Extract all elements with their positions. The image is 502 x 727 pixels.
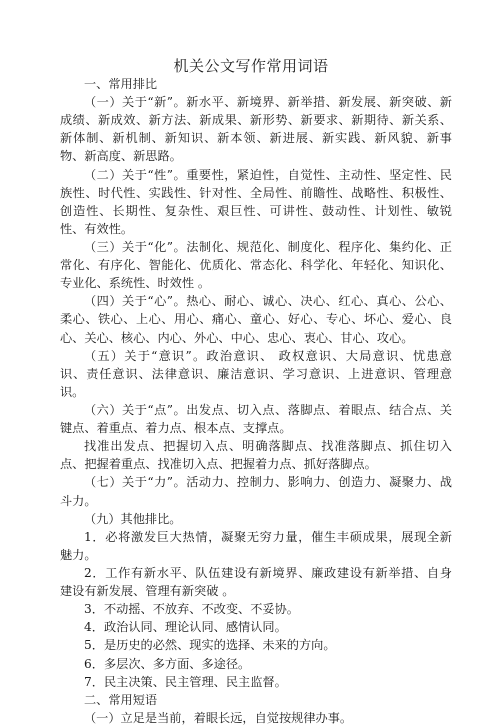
document-body: [60, 75, 452, 727]
document-line: （七）关于“力”。活动力、控制力、影响力、创造力、凝聚力、战: [84, 475, 452, 490]
document-line: 找准出发点、把握切入点、明确落脚点、找准落脚点、抓住切入: [84, 439, 452, 454]
document-line: （六）关于“点”。出发点、切入点、落脚点、着眼点、结合点、关: [84, 402, 452, 417]
document-line: 2．工作有新水平、队伍建设有新境界、廉政建设有新举措、自身: [84, 565, 452, 580]
document-line: 6．多层次、多方面、多途径。: [84, 656, 251, 671]
document-line: 魅力。: [60, 547, 97, 562]
document-line: 7．民主决策、民主管理、民主监督。: [84, 674, 287, 689]
document-line: 物、新高度、新思路。: [60, 149, 182, 164]
document-line: （二）关于“性”。重要性，紧迫性，自觉性、主动性、坚定性、民: [84, 167, 452, 182]
document-line: 5．是历史的必然、现实的选择、未来的方向。: [84, 638, 336, 653]
document-line: 心、关心、核心、内心、外心、中心、忠心、衷心、甘心、攻心。: [60, 330, 414, 345]
document-line: 族性、时代性、实践性、针对性、全局性、前瞻性、战略性、积极性、: [60, 185, 452, 200]
document-line: （一）关于“新”。新水平、新境界、新举措、新发展、新突破、新: [84, 95, 452, 110]
document-title: 机关公文写作常用词语: [173, 57, 329, 75]
document-line: 二、常用短语: [84, 692, 158, 707]
document-line: 建设有新发展、管理有新突破 。: [60, 584, 235, 599]
document-line: 点、把握着重点、找准切入点、把握着力点、抓好落脚点。: [60, 457, 377, 472]
document-line: 成绩、新成效、新方法、新成果、新形势、新要求、新期待、新关系、: [60, 113, 452, 128]
document-line: 一、常用排比: [84, 77, 158, 91]
document-line: 识。: [60, 384, 85, 399]
document-line: 新体制、新机制、新知识、新本领、新进展、新实践、新风貌、新事: [60, 131, 452, 146]
document-line: （五）关于“意识”。政治意识、 政权意识、大局意识、忧患意: [84, 348, 452, 363]
document-line: 常化、有序化、智能化、优质化、常态化、科学化、年轻化、知识化、: [60, 258, 452, 273]
document-line: 斗力。: [60, 493, 97, 508]
document-line: 柔心、铁心、上心、用心、痛心、童心、好心、专心、坏心、爱心、良: [60, 312, 452, 327]
document-line: 键点、着重点、着力点、根本点、支撑点。: [60, 421, 292, 436]
document-line: （三）关于“化”。法制化、规范化、制度化、程序化、集约化、正: [84, 239, 452, 254]
document-line: 专业化、系统性、时效性 。: [60, 276, 211, 291]
document-line: 4．政治认同、理论认同、感情认同。: [84, 620, 287, 635]
document-line: （一）立足是当前，着眼长远，自觉按规律办事。: [84, 710, 353, 725]
document-line: 识、责任意识、法律意识、廉洁意识、学习意识、上进意识、管理意: [60, 366, 452, 381]
document-line: 创造性、长期性、复杂性、艰巨性、可讲性、鼓动性、计划性、敏锐: [60, 203, 452, 218]
document-line: 性、有效性。: [60, 221, 134, 236]
document-line: 3．不动摇、不放弃、不改变、不妥协。: [84, 602, 299, 617]
document-line: 1．必将激发巨大热情，凝聚无穷力量，催生丰硕成果，展现全新: [84, 529, 452, 544]
document-line: （四）关于“心”。热心、耐心、诚心、决心、红心、真心、公心、: [84, 294, 452, 309]
document-line: （九）其他排比。: [84, 511, 182, 526]
